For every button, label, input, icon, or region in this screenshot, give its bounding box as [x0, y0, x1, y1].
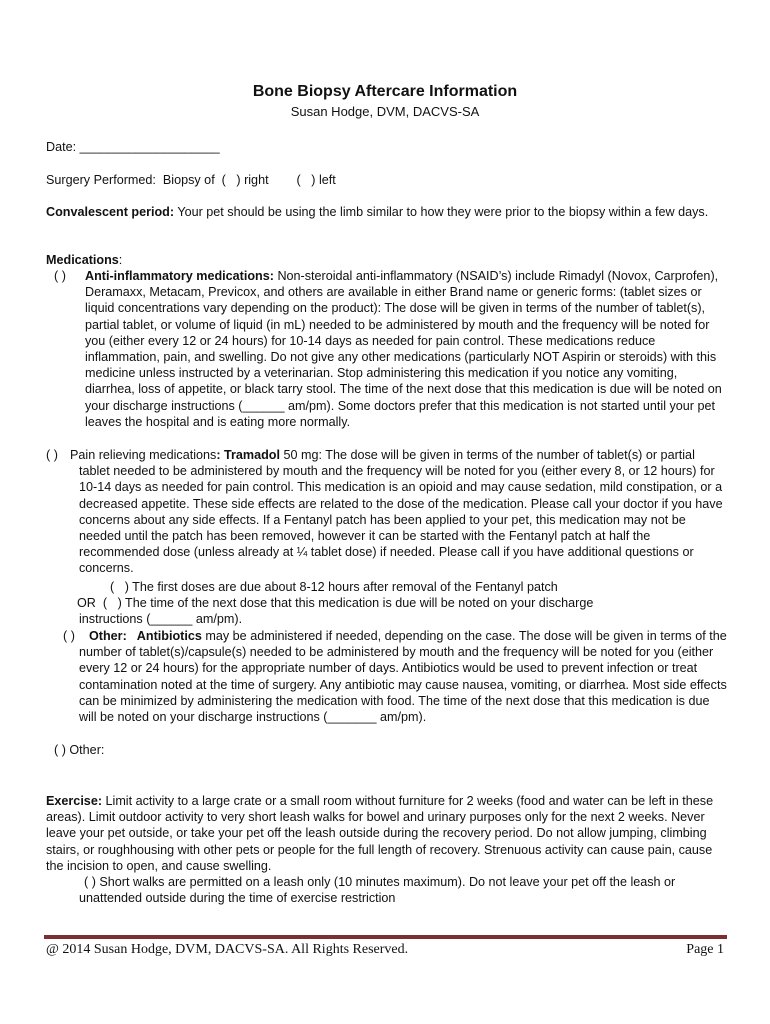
anti-inflammatory-label: Anti-inflammatory medications: [85, 269, 274, 283]
next-dose-option-line2: instructions (______ am/pm). [79, 612, 243, 626]
document-author: Susan Hodge, DVM, DACVS-SA [290, 104, 480, 119]
antibiotics-section [79, 628, 728, 725]
pain-relieving-label: Pain relieving medications [70, 448, 217, 462]
convalescent-label: Convalescent period: [46, 205, 175, 219]
next-dose-option[interactable]: OR ( ) The time of the next dose that this medication is due will be noted on your discharge [77, 596, 594, 610]
anti-inflammatory-text: Non-steroidal anti-inflammatory (NSAID’s) include Rimadyl (Novox, Carprofen), Deramaxx, Metacam, Previcox, and others are available in either Brand name or generic forms: (tablet sizes or liquid concentrations vary depending on the product): The dose will be given in terms of the number of tablet(s), partial tablet, or volume of liquid (in mL) needed to be administered by mouth and the frequency will be noted for you (either every 12 or 24 hours) for 10-14 days as needed for pain control. These medications reduce inflammation, pain, and swelling. Do not give any other medications (particularly NOT Aspirin or steroids) with this medicine unless instructed by a veterinarian. Stop administering this medication if you notice any vomiting, diarrhea, loss of appetite, or black tarry stool. The time of the next dose that this medication is due will be noted on your discharge instructions (______ am/pm). Some doctors prefer that this medication is not started until your pet leaves the hospital and is eating more normally. [85, 269, 722, 429]
other-medication-line[interactable]: ( ) Other: [54, 743, 105, 757]
exercise-section [46, 793, 728, 874]
antibiotics-label: Other: Antibiotics [89, 629, 202, 643]
antibiotics-text: may be administered if needed, depending on the case. The dose will be given in terms of the number of tablet(s)/capsule(s) needed to be administered by mouth and the frequency will be noted for you (either every 12 or 24 hours) for the appropriate number of days. Antibiotics would be used to prevent infection or treat contamination noted at the time of surgery. Any antibiotic may cause nausea, vomiting, or diarrhea. Most side effects can be minimized by administering the medication with food. The time of the next dose that this medication is due will be noted on your discharge instructions (_______ am/pm). [79, 629, 727, 725]
pain-relieving-checkbox[interactable]: ( ) [46, 448, 58, 462]
pain-relieving-text: 50 mg: The dose will be given in terms of the number of tablet(s) or partial tablet needed to be administered by mouth and the frequency will be noted for you (either every 8, or 12 hours) for 10-14 days as needed for pain control. This medication is an opioid and may cause sedation, mild constipation, or a decreased appetite. These side effects are related to the dose of the medication. Please call your doctor if you have concerns about any side effects. If a Fentanyl patch has been applied to your pet, this medication may not be needed until the patch has been removed, however it can be started with the Fentanyl patch at half the recommended dose (unless already at ¼ tablet dose) if needed. Please call if you have additional questions or concerns. [79, 448, 723, 576]
surgery-performed-line: Surgery Performed: Biopsy of ( ) right ( ) left [46, 173, 336, 187]
fentanyl-option[interactable]: ( ) The first doses are due about 8-12 hours after removal of the Fentanyl patch [110, 580, 558, 594]
pain-relieving-section [70, 447, 728, 577]
convalescent-text: Your pet should be using the limb similar to how they were prior to the biopsy within a few days. [177, 205, 709, 219]
tramadol-label: : Tramadol [216, 448, 280, 462]
medications-heading: Medications: [46, 253, 123, 267]
footer-page-number: Page 1 [686, 942, 724, 957]
exercise-text: Limit activity to a large crate or a small room without furniture for 2 weeks (food and water can be left in these areas). Limit outdoor activity to very short leash walks for bowel and urinary purposes only for the next 2 weeks. Never leave your pet outside, or take your pet off the leash outside during the recovery period. Do not allow jumping, climbing stairs, or roughhousing with other pets or people for the full length of recovery. Strenuous activity can cause pain, cause the incision to open, and cause swelling. [46, 794, 714, 873]
convalescent-section [46, 204, 726, 220]
footer-copyright: @ 2014 Susan Hodge, DVM, DACVS-SA. All Rights Reserved. [46, 942, 409, 957]
antibiotics-checkbox[interactable]: ( ) [63, 629, 75, 643]
exercise-label: Exercise: [46, 794, 103, 808]
date-line: Date: ____________________ [46, 140, 220, 154]
short-walks-option[interactable]: ( ) Short walks are permitted on a leash only (10 minutes maximum). Do not leave your pet off the leash or unattended outside during the time of exercise restriction [79, 875, 676, 906]
anti-inflammatory-checkbox[interactable]: ( ) [54, 269, 66, 283]
anti-inflammatory-section [85, 268, 728, 430]
document-title: Bone Biopsy Aftercare Information [252, 83, 518, 100]
footer-divider [44, 935, 727, 939]
